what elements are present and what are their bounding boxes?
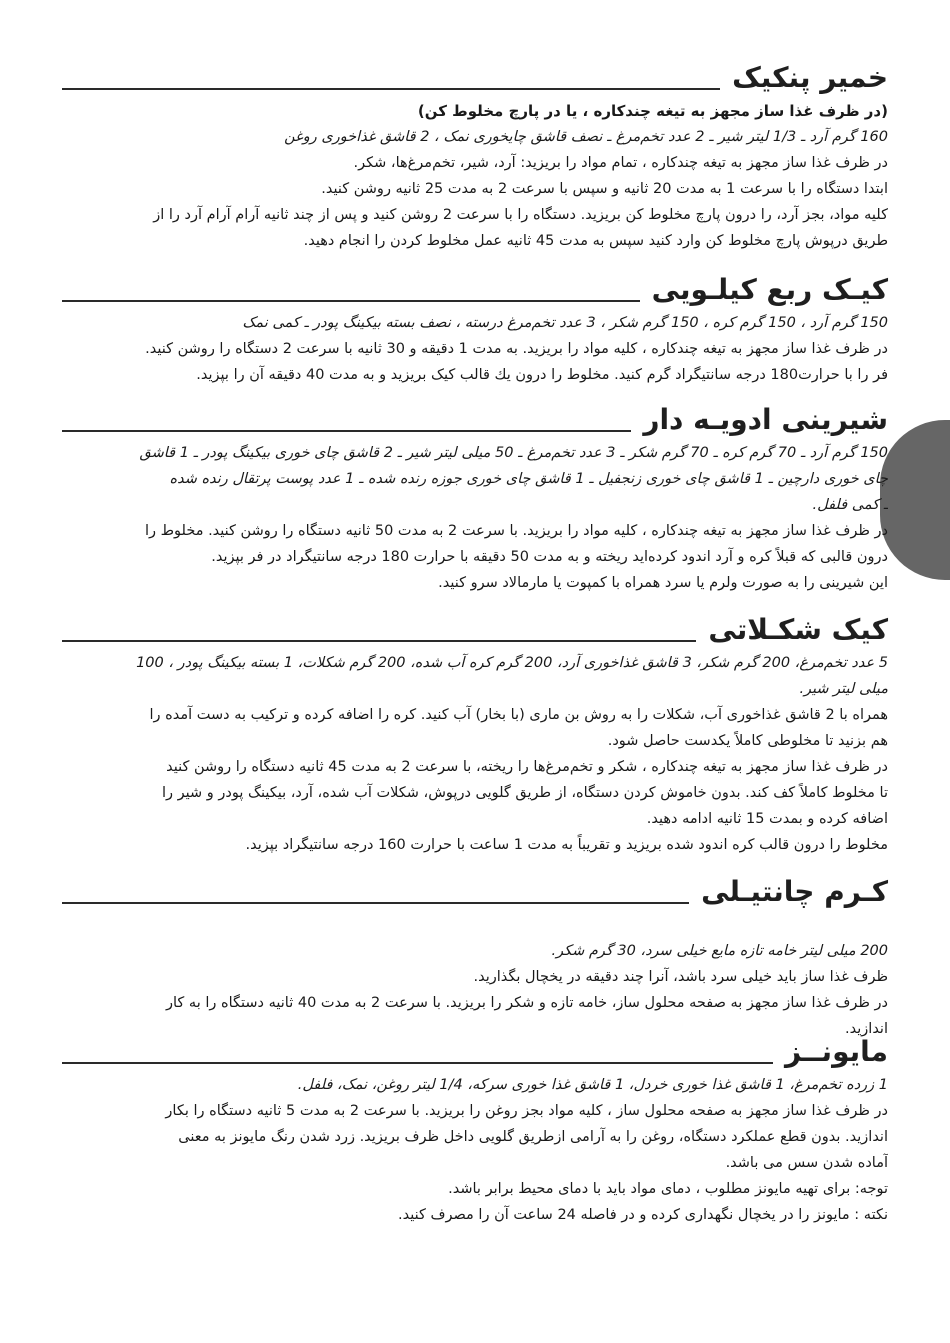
section-title: مایونــز	[785, 1035, 888, 1068]
heading-rule	[62, 640, 696, 642]
body-line: طریق درپوش پارچ مخلوط کن وارد کنید سپس به مدت 45 ثانیه عمل مخلوط کردن را انجام دهید.	[303, 233, 888, 249]
heading-rule	[62, 902, 689, 904]
ingredients-line: میلی لیتر شیر.	[799, 681, 888, 697]
body-line: اندازید. بدون قطع عملکرد دستگاه، روغن را به آرامی ازطریق گلویی داخل ظرف بریزید. زرد شدن رنگ مایونز به معنی	[178, 1129, 888, 1145]
body-line: نکته : مایونز را در یخچال نگهداری کرده و در فاصله 24 ساعت آن را مصرف کنید.	[397, 1207, 888, 1223]
body-line: کلیه مواد، بجز آرد، را درون پارچ مخلوط کن بریزید. دستگاه را با سرعت 2 روشن کنید و پس از چند ثانیه آرام آرام آرد را از	[153, 207, 888, 223]
section-title: شیرینی ادویـه دار	[643, 403, 888, 436]
spacer	[62, 912, 888, 938]
body-line: در ظرف غذا ساز مجهز به تیغه چندکاره ، کلیه مواد را بریزید. به مدت 1 دقیقه و 30 ثانیه با سرعت 2 دستگاه را روشن کنید.	[145, 341, 888, 357]
body-line: اندازید.	[845, 1021, 888, 1037]
body-line: فر را با حرارت180 درجه سانتیگراد گرم کنید. مخلوط را درون یك قالب کیک بریزید و به مدت 40 دقیقه آن را بپزید.	[196, 367, 888, 383]
section-chantilly-cream	[62, 872, 888, 1042]
ingredients-line: 160 گرم آرد ـ 1/3 لیتر شیر ـ 2 عدد تخم‌مرغ ـ نصف قاشق چایخوری نمک ، 2 قاشق غذاخوری روغن	[284, 129, 888, 145]
section-chocolate-cake	[62, 610, 888, 858]
section-heading	[62, 1032, 888, 1072]
section-heading	[62, 610, 888, 650]
body-line: ظرف غذا ساز باید خیلی سرد باشد، آنرا چند دقیقه در یخچال بگذارید.	[473, 969, 888, 985]
body-line: در ظرف غذا ساز مجهز به تیغه چندکاره ، شکر و تخم‌مرغ‌ها را ریخته، با سرعت 2 به مدت 45 ثانیه دستگاه را روشن کنید	[166, 759, 888, 775]
section-heading	[62, 270, 888, 310]
body-line: اضافه کرده و بمدت 15 ثانیه ادامه دهید.	[646, 811, 888, 827]
heading-rule	[62, 1062, 773, 1064]
chapter-tab-marker	[880, 420, 950, 580]
body-line: درون قالبی که قبلاً کره و آرد اندود کرده‌اید ریخته و به مدت 50 دقیقه با حرارت 180 درجه سانتیگراد در فر بپزید.	[211, 549, 888, 565]
section-title: کیـک ربع کیلـویی	[651, 273, 888, 306]
body-line: در ظرف غذا ساز مجهز به تیغه چندکاره ، تمام مواد را بریزید: آرد، شیر، تخم‌مرغ‌ها، شکر.	[353, 155, 888, 171]
body-line: همراه با 2 قاشق غذاخوری آب، شکلات را به روش بن ماری (با بخار) آب کنید. کره را اضافه کرده و ترکیب به دست آمده را	[149, 707, 888, 723]
section-mayonnaise	[62, 1032, 888, 1228]
ingredients-line: 200 میلی لیتر خامه تازه مایع خیلی سرد، 30 گرم شکر.	[551, 943, 888, 959]
section-pancake	[62, 58, 888, 254]
ingredients-line: 1 زرده تخم‌مرغ، 1 قاشق غذا خوری خردل، 1 قاشق غذا خوری سرکه، 1/4 لیتر روغن، نمک، فلفل.	[297, 1077, 888, 1093]
section-spice-cookies	[62, 400, 888, 596]
section-heading	[62, 872, 888, 912]
section-heading	[62, 400, 888, 440]
ingredients-line: 150 گرم آرد ، 150 گرم کره ، 150 گرم شکر ، 3 عدد تخم‌مرغ درسته ، نصف بسته بیکینگ پودر ـ کمی نمک	[242, 315, 888, 331]
ingredients-line: چای خوری دارچین ـ 1 قاشق چای خوری زنجفیل ـ 1 قاشق چای خوری جوزه رنده شده ـ 1 عدد پوست پرتقال رنده شده	[169, 471, 888, 487]
section-pound-cake	[62, 270, 888, 388]
section-title: کـرم چانتیـلی	[701, 875, 888, 908]
body-line: این شیرینی را به صورت ولرم یا سرد همراه با کمپوت یا مارمالاد سرو کنید.	[438, 575, 888, 591]
body-line: توجه: برای تهیه مایونز مطلوب ، دمای مواد باید با دمای محیط برابر باشد.	[448, 1181, 888, 1197]
body-line: مخلوط را درون قالب کره اندود شده بریزید و تقریباً به مدت 1 ساعت با حرارت 160 درجه سانتیگراد بپزید.	[245, 837, 888, 853]
heading-rule	[62, 88, 720, 90]
section-title: کیک شکـلاتی	[708, 613, 888, 646]
body-line: ابتدا دستگاه را با سرعت 1 به مدت 20 ثانیه و سپس با سرعت 2 به مدت 25 ثانیه روشن کنید.	[321, 181, 888, 197]
body-line: در ظرف غذا ساز مجهز به تیغه چندکاره ، کلیه مواد را بریزید. با سرعت 2 به مدت 50 ثانیه دستگاه را روشن کنید. مخلوط را	[145, 523, 888, 539]
heading-rule	[62, 300, 640, 302]
heading-rule	[62, 430, 631, 432]
section-subtitle: (در ظرف غذا ساز مجهز به تیغه چندکاره ، یا در پارچ مخلوط کن)	[417, 102, 888, 120]
body-line: آماده شدن سس می باشد.	[725, 1155, 888, 1171]
body-line: هم بزنید تا مخلوطی کاملاً یکدست حاصل شود.	[607, 733, 888, 749]
body-line: در ظرف غذا ساز مجهز به صفحه محلول ساز ، کلیه مواد بجز روغن را بریزید. با سرعت 2 به مدت 5 ثانیه دستگاه را بکار	[165, 1103, 888, 1119]
ingredients-line: ـ کمی فلفل.	[812, 497, 888, 513]
section-title: خمیر پنکیک	[732, 61, 888, 94]
ingredients-line: 5 عدد تخم‌مرغ، 200 گرم شکر، 3 قاشق غذاخوری آرد، 200 گرم کره آب شده، 200 گرم شکلات، 1 بسته بیکینگ پودر ، 100	[136, 655, 888, 671]
section-heading	[62, 58, 888, 98]
body-line: تا مخلوط کاملاً کف کند. بدون خاموش کردن دستگاه، از طریق گلویی درپوش، شکلات آب شده، آرد، بیکینگ پودر و شیر را	[162, 785, 888, 801]
body-line: در ظرف غذا ساز مجهز به صفحه محلول ساز، خامه تازه و شکر را بریزید. با سرعت 2 به مدت 40 ثانیه دستگاه را به کار	[166, 995, 888, 1011]
ingredients-line: 150 گرم آرد ـ 70 گرم کره ـ 70 گرم شکر ـ 3 عدد تخم‌مرغ ـ 50 میلی لیتر شیر ـ 2 قاشق چای خوری بیکینگ پودر ـ 1 قاشق	[139, 445, 888, 461]
